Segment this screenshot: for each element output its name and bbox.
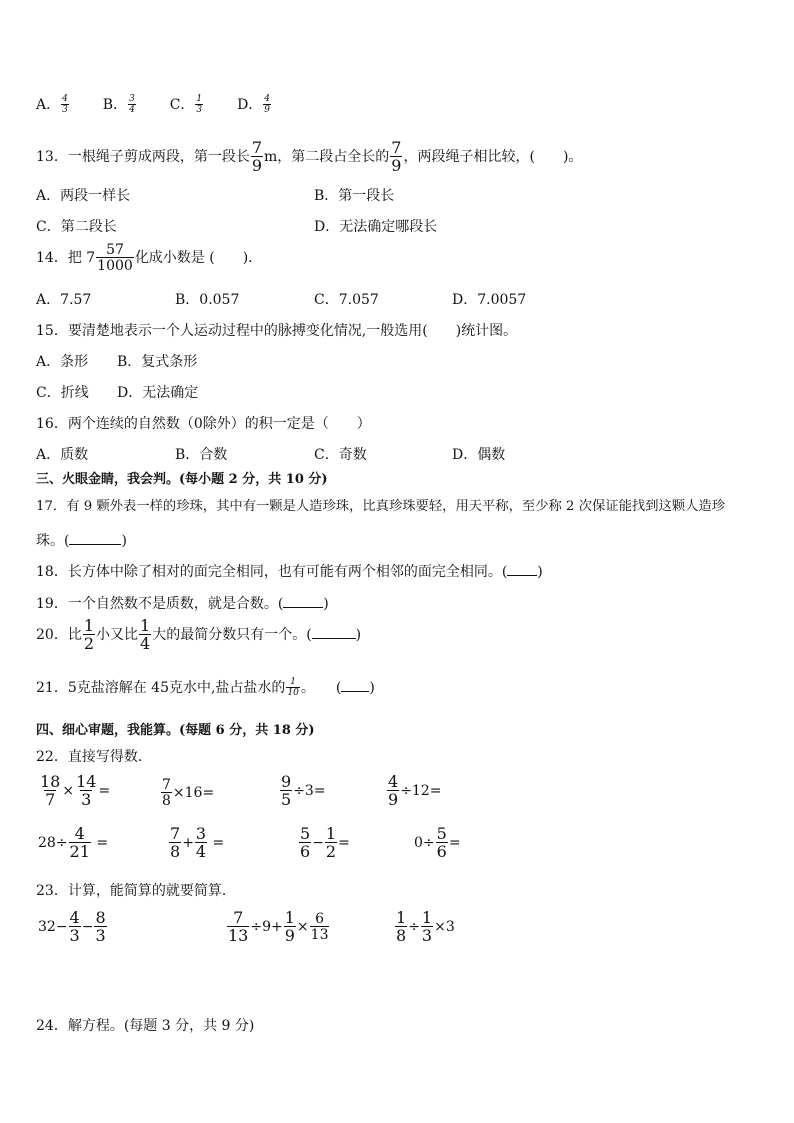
equals: = xyxy=(98,783,111,799)
fraction xyxy=(69,910,81,944)
numerator: 7 xyxy=(233,908,244,927)
expr-f xyxy=(168,826,224,860)
denominator: 8 xyxy=(396,926,407,945)
q15-option-a[interactable]: A．条形 xyxy=(36,354,89,370)
q20-close: ) xyxy=(355,627,362,643)
q20-text-mid: 小又比 xyxy=(96,627,139,643)
answer-blank[interactable] xyxy=(507,563,537,576)
q13-text-mid: m，第二段占全长的 xyxy=(264,149,390,165)
numerator: 1 xyxy=(140,616,151,635)
denominator: 21 xyxy=(69,842,90,861)
denominator: 3 xyxy=(196,105,203,115)
fraction xyxy=(387,774,399,808)
denominator: 6 xyxy=(436,842,447,861)
operator: ÷12= xyxy=(400,783,442,799)
numerator: 7 xyxy=(170,824,181,843)
q14-option-b[interactable]: B．0.057 xyxy=(175,292,240,308)
denominator: 4 xyxy=(140,634,151,653)
q14-option-d[interactable]: D．7.0057 xyxy=(452,292,527,308)
fraction xyxy=(139,618,151,652)
numerator: 3 xyxy=(195,824,207,843)
q13-option-d[interactable]: D．无法确定哪段长 xyxy=(314,219,438,235)
denominator: 2 xyxy=(325,842,337,861)
operator: + xyxy=(182,835,194,851)
denominator: 9 xyxy=(391,156,402,175)
q16-stem: 16．两个连续的自然数（0除外）的积一定是（ ） xyxy=(36,416,371,432)
fraction xyxy=(96,243,134,273)
denominator: 7 xyxy=(45,790,56,809)
q16-option-c[interactable]: C．奇数 xyxy=(314,447,367,463)
fraction xyxy=(128,95,136,115)
expr-h xyxy=(414,826,461,860)
numerator: 7 xyxy=(251,138,263,157)
operator: 0÷ xyxy=(414,835,435,851)
numerator: 8 xyxy=(95,908,106,927)
q12-option-a[interactable] xyxy=(36,94,70,115)
fraction xyxy=(436,826,448,860)
section-heading-calc: 四、细心审题，我能算。(每题 6 分，共 18 分) xyxy=(36,723,315,738)
operator: ÷9+ xyxy=(250,919,283,935)
expr-b xyxy=(160,778,214,808)
fraction xyxy=(263,95,271,115)
numerator: 7 xyxy=(162,777,171,793)
expr-c xyxy=(279,774,326,808)
fraction xyxy=(39,774,61,808)
denominator: 4 xyxy=(195,842,207,861)
q19-text: 19．一个自然数不是质数，就是合数。( xyxy=(36,596,284,612)
fraction xyxy=(421,910,433,944)
fraction xyxy=(169,826,181,860)
q19-stem xyxy=(36,595,329,611)
numerator: 6 xyxy=(315,911,325,927)
denominator: 13 xyxy=(228,926,249,945)
q12-option-d[interactable] xyxy=(237,94,272,115)
operator: ×16= xyxy=(172,785,215,801)
fraction xyxy=(75,774,97,808)
q16-option-a[interactable]: A．质数 xyxy=(36,447,89,463)
q20-stem xyxy=(36,618,361,652)
expr-a xyxy=(38,774,110,808)
q13-text-prefix: 13．一根绳子剪成两段，第一段长 xyxy=(36,149,250,165)
fraction xyxy=(94,910,106,944)
answer-blank[interactable] xyxy=(283,595,323,608)
numerator: 14 xyxy=(76,772,97,791)
q21-stem xyxy=(36,678,375,698)
answer-blank[interactable] xyxy=(312,626,356,639)
numerator: 4 xyxy=(264,94,271,104)
q18-text: 18．长方体中除了相对的面完全相同，也有可能有两个相邻的面完全相同。( xyxy=(36,564,508,580)
expr-k xyxy=(394,910,455,944)
expr-e xyxy=(38,826,108,860)
q17-line2 xyxy=(36,532,127,548)
fraction xyxy=(299,826,311,860)
q12-options xyxy=(36,95,272,115)
fraction xyxy=(61,95,69,115)
operator: ×3 xyxy=(434,919,455,935)
q17-close: ) xyxy=(121,533,127,549)
fraction xyxy=(195,95,203,115)
fraction xyxy=(390,140,402,174)
numerator: 4 xyxy=(388,772,399,791)
numerator: 1 xyxy=(421,908,433,927)
expr-j xyxy=(226,910,330,944)
denominator: 3 xyxy=(69,926,80,945)
fraction xyxy=(280,774,292,808)
q14-text-suffix: 化成小数是 ( )． xyxy=(134,250,263,266)
q16-option-b[interactable]: B．合数 xyxy=(175,447,228,463)
answer-blank[interactable] xyxy=(69,532,121,545)
fraction xyxy=(310,912,330,942)
q15-stem: 15．要清楚地表示一个人运动过程中的脉搏变化情况,一般选用( )统计图。 xyxy=(36,323,518,339)
equals: = xyxy=(91,835,109,851)
q12-option-c[interactable] xyxy=(169,94,204,115)
equals: = xyxy=(208,835,225,851)
q13-option-b[interactable]: B．第一段长 xyxy=(314,188,395,204)
denominator: 2 xyxy=(83,634,95,653)
denominator: 8 xyxy=(170,842,181,861)
q21-close: ) xyxy=(369,680,375,696)
q15-option-b[interactable]: B．复式条形 xyxy=(117,354,198,370)
q24-title: 24．解方程。(每题 3 分，共 9 分) xyxy=(36,1018,255,1034)
q14-option-c[interactable]: C．7.057 xyxy=(314,292,379,308)
q14-option-a[interactable]: A．7.57 xyxy=(36,292,92,308)
q17-text: 珠。( xyxy=(36,533,70,549)
expr-g xyxy=(298,826,350,860)
q21-text-prefix: 21．5克盐溶解在 45克水中,盐占盐水的 xyxy=(36,680,286,696)
denominator: 9 xyxy=(388,790,399,809)
numerator: 1 xyxy=(325,824,337,843)
numerator: 5 xyxy=(300,824,311,843)
numerator: 1 xyxy=(396,908,407,927)
operator: × xyxy=(296,919,309,935)
fraction xyxy=(83,618,95,652)
denominator: 10 xyxy=(287,688,299,698)
operator: × xyxy=(62,783,75,799)
q21-text-suffix: 。 ( xyxy=(300,680,342,696)
q13-text-suffix: ，两段绳子相比较，( )。 xyxy=(403,149,583,165)
q12-option-b[interactable] xyxy=(102,94,137,115)
q14-stem xyxy=(36,243,262,273)
numerator: 4 xyxy=(69,908,80,927)
option-letter: C． xyxy=(169,97,195,113)
denominator: 4 xyxy=(129,105,135,115)
denominator: 13 xyxy=(310,927,329,943)
numerator: 18 xyxy=(40,772,61,791)
q18-stem xyxy=(36,563,543,579)
option-letter: B． xyxy=(102,97,128,113)
fraction xyxy=(284,910,296,944)
q15-option-c[interactable]: C．折线 xyxy=(36,385,89,401)
fraction xyxy=(395,910,407,944)
option-letter: A． xyxy=(36,97,61,113)
q14-text-prefix: 14．把 7 xyxy=(36,250,96,266)
denominator: 3 xyxy=(421,926,433,945)
q20-text-prefix: 20．比 xyxy=(36,627,82,643)
operator: ÷ xyxy=(408,919,420,935)
q23-title: 23．计算，能简算的就要简算． xyxy=(36,883,236,899)
operator: 32− xyxy=(38,919,68,935)
numerator: 1 xyxy=(284,908,295,927)
operator: ÷3= xyxy=(293,783,326,799)
option-letter: D． xyxy=(237,97,263,113)
section-heading-judge: 三、火眼金睛，我会判。(每小题 2 分，共 10 分) xyxy=(36,472,328,487)
fraction xyxy=(286,678,299,698)
numerator: 1 xyxy=(290,677,297,687)
numerator: 5 xyxy=(436,824,447,843)
denominator: 3 xyxy=(95,926,106,945)
answer-blank[interactable] xyxy=(341,679,369,692)
q22-title: 22．直接写得数． xyxy=(36,749,152,765)
q19-close: ) xyxy=(323,596,329,612)
denominator: 3 xyxy=(81,790,92,809)
numerator: 9 xyxy=(281,772,292,791)
q13-option-c[interactable]: C．第二段长 xyxy=(36,219,117,235)
expr-i xyxy=(38,910,108,944)
fraction xyxy=(161,778,172,808)
numerator: 1 xyxy=(196,94,203,104)
fraction xyxy=(195,826,207,860)
fraction xyxy=(251,140,263,174)
equals: = xyxy=(338,835,350,851)
numerator: 1 xyxy=(83,616,95,635)
denominator: 1000 xyxy=(97,258,133,274)
denominator: 5 xyxy=(281,790,292,809)
q13-option-a[interactable]: A．两段一样长 xyxy=(36,188,131,204)
expr-d xyxy=(386,774,441,808)
fraction xyxy=(69,826,91,860)
fraction xyxy=(227,910,249,944)
numerator: 57 xyxy=(106,242,124,258)
q17-line1: 17．有 9 颗外表一样的珍珠，其中有一颗是人造珍珠，比真珍珠要轻，用天平称，至少称 2 次保证能找到这颗人造珍 xyxy=(36,499,725,514)
denominator: 6 xyxy=(300,842,311,861)
operator: − xyxy=(81,919,94,935)
numerator: 4 xyxy=(74,824,85,843)
denominator: 9 xyxy=(284,926,295,945)
denominator: 9 xyxy=(264,105,271,115)
denominator: 9 xyxy=(251,156,263,175)
q20-text-suffix: 大的最简分数只有一个。( xyxy=(152,627,312,643)
denominator: 3 xyxy=(62,105,68,115)
operator: − xyxy=(312,835,324,851)
q18-close: ) xyxy=(537,564,543,580)
numerator: 7 xyxy=(391,138,402,157)
operator: 28÷ xyxy=(38,835,68,851)
q13-stem xyxy=(36,140,582,174)
fraction xyxy=(325,826,337,860)
numerator: 3 xyxy=(129,94,135,104)
q15-option-d[interactable]: D．无法确定 xyxy=(117,385,199,401)
denominator: 8 xyxy=(162,793,171,809)
numerator: 4 xyxy=(62,94,68,104)
q16-option-d[interactable]: D．偶数 xyxy=(452,447,506,463)
equals: = xyxy=(448,835,461,851)
